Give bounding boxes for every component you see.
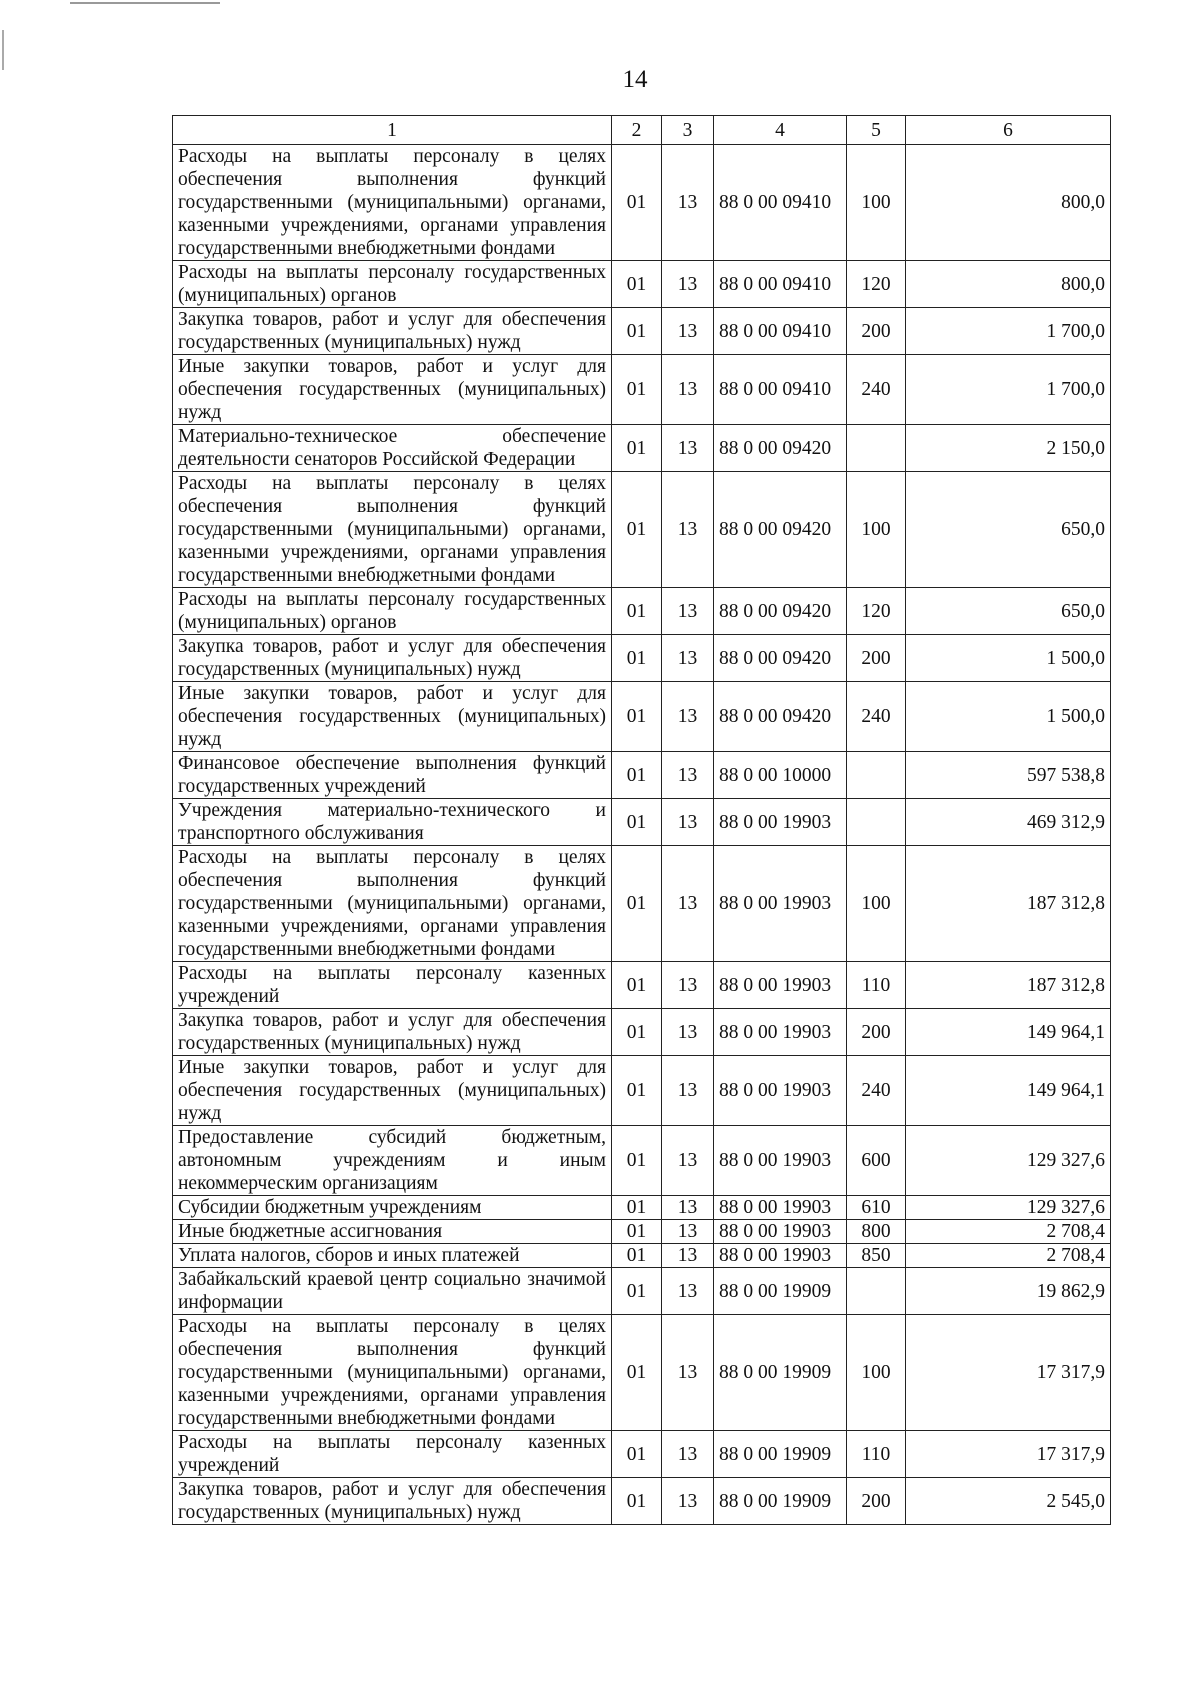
expense-type-code: 800 — [847, 1220, 906, 1244]
subsection-code: 13 — [662, 1056, 714, 1126]
expense-type-code: 200 — [847, 1009, 906, 1056]
target-article-code: 88 0 00 09420 — [714, 682, 847, 752]
expense-type-code: 850 — [847, 1244, 906, 1268]
expense-type-code — [847, 425, 906, 472]
section-code: 01 — [612, 1478, 662, 1525]
subsection-code: 13 — [662, 1431, 714, 1478]
target-article-code: 88 0 00 09420 — [714, 635, 847, 682]
subsection-code: 13 — [662, 1244, 714, 1268]
target-article-code: 88 0 00 09410 — [714, 355, 847, 425]
expense-type-code: 120 — [847, 588, 906, 635]
amount: 1 500,0 — [906, 635, 1111, 682]
section-code: 01 — [612, 635, 662, 682]
subsection-code: 13 — [662, 1220, 714, 1244]
subsection-code: 13 — [662, 1315, 714, 1431]
target-article-code: 88 0 00 19903 — [714, 1056, 847, 1126]
subsection-code: 13 — [662, 682, 714, 752]
expense-name: Субсидии бюджетным учреждениям — [173, 1196, 612, 1220]
amount: 597 538,8 — [906, 752, 1111, 799]
subsection-code: 13 — [662, 1478, 714, 1525]
table-row — [173, 1431, 1111, 1478]
expense-type-code: 100 — [847, 145, 906, 261]
subsection-code: 13 — [662, 846, 714, 962]
amount: 17 317,9 — [906, 1315, 1111, 1431]
amount: 469 312,9 — [906, 799, 1111, 846]
expense-name: Иные бюджетные ассигнования — [173, 1220, 612, 1244]
expense-type-code: 100 — [847, 472, 906, 588]
amount: 149 964,1 — [906, 1009, 1111, 1056]
header-col-4: 4 — [714, 116, 847, 145]
scan-artifact-top — [70, 2, 220, 4]
amount: 2 545,0 — [906, 1478, 1111, 1525]
table-row — [173, 261, 1111, 308]
target-article-code: 88 0 00 19903 — [714, 1196, 847, 1220]
table-row — [173, 1196, 1111, 1220]
subsection-code: 13 — [662, 752, 714, 799]
header-col-5: 5 — [847, 116, 906, 145]
table-row — [173, 355, 1111, 425]
subsection-code: 13 — [662, 962, 714, 1009]
table-row — [173, 472, 1111, 588]
amount: 17 317,9 — [906, 1431, 1111, 1478]
section-code: 01 — [612, 1196, 662, 1220]
section-code: 01 — [612, 355, 662, 425]
subsection-code: 13 — [662, 472, 714, 588]
table-row — [173, 1268, 1111, 1315]
section-code: 01 — [612, 1056, 662, 1126]
page-number: 14 — [622, 66, 648, 93]
expense-name: Закупка товаров, работ и услуг для обеспечения государственных (муниципальных) нужд — [173, 1009, 612, 1056]
section-code: 01 — [612, 799, 662, 846]
expense-name: Учреждения материально-технического и транспортного обслуживания — [173, 799, 612, 846]
amount: 2 708,4 — [906, 1220, 1111, 1244]
subsection-code: 13 — [662, 799, 714, 846]
section-code: 01 — [612, 1268, 662, 1315]
target-article-code: 88 0 00 19903 — [714, 846, 847, 962]
section-code: 01 — [612, 1009, 662, 1056]
subsection-code: 13 — [662, 588, 714, 635]
subsection-code: 13 — [662, 1268, 714, 1315]
expense-type-code: 110 — [847, 962, 906, 1009]
section-code: 01 — [612, 1315, 662, 1431]
expense-type-code — [847, 1268, 906, 1315]
table-row — [173, 145, 1111, 261]
table-row — [173, 588, 1111, 635]
subsection-code: 13 — [662, 1196, 714, 1220]
target-article-code: 88 0 00 09410 — [714, 145, 847, 261]
expense-name: Закупка товаров, работ и услуг для обеспечения государственных (муниципальных) нужд — [173, 1478, 612, 1525]
table-row — [173, 308, 1111, 355]
expense-type-code: 600 — [847, 1126, 906, 1196]
amount: 19 862,9 — [906, 1268, 1111, 1315]
expense-name: Иные закупки товаров, работ и услуг для обеспечения государственных (муниципальных) нужд — [173, 355, 612, 425]
section-code: 01 — [612, 425, 662, 472]
expense-type-code: 240 — [847, 355, 906, 425]
section-code: 01 — [612, 1431, 662, 1478]
amount: 129 327,6 — [906, 1126, 1111, 1196]
table-row — [173, 1478, 1111, 1525]
subsection-code: 13 — [662, 261, 714, 308]
target-article-code: 88 0 00 19909 — [714, 1431, 847, 1478]
amount: 1 700,0 — [906, 308, 1111, 355]
expense-type-code: 200 — [847, 635, 906, 682]
scan-artifact-left — [2, 30, 4, 70]
target-article-code: 88 0 00 19909 — [714, 1315, 847, 1431]
amount: 129 327,6 — [906, 1196, 1111, 1220]
amount: 800,0 — [906, 145, 1111, 261]
header-col-2: 2 — [612, 116, 662, 145]
amount: 149 964,1 — [906, 1056, 1111, 1126]
target-article-code: 88 0 00 19903 — [714, 1220, 847, 1244]
table-row — [173, 635, 1111, 682]
amount: 650,0 — [906, 588, 1111, 635]
expense-name: Расходы на выплаты персоналу в целях обеспечения выполнения функций государственными (муниципальными) органами, казенными учреждениями, органами управления государственными внебюджетными фондами — [173, 145, 612, 261]
expense-name: Расходы на выплаты персоналу в целях обеспечения выполнения функций государственными (муниципальными) органами, казенными учреждениями, органами управления государственными внебюджетными фондами — [173, 846, 612, 962]
expense-name: Уплата налогов, сборов и иных платежей — [173, 1244, 612, 1268]
target-article-code: 88 0 00 09420 — [714, 588, 847, 635]
section-code: 01 — [612, 308, 662, 355]
expense-type-code: 200 — [847, 308, 906, 355]
amount: 800,0 — [906, 261, 1111, 308]
table-row — [173, 1126, 1111, 1196]
table-row — [173, 962, 1111, 1009]
target-article-code: 88 0 00 19903 — [714, 1126, 847, 1196]
expense-type-code — [847, 799, 906, 846]
section-code: 01 — [612, 1126, 662, 1196]
subsection-code: 13 — [662, 425, 714, 472]
expense-type-code: 100 — [847, 846, 906, 962]
expense-type-code: 100 — [847, 1315, 906, 1431]
table-row — [173, 425, 1111, 472]
amount: 1 500,0 — [906, 682, 1111, 752]
expense-name: Закупка товаров, работ и услуг для обеспечения государственных (муниципальных) нужд — [173, 308, 612, 355]
section-code: 01 — [612, 472, 662, 588]
amount: 1 700,0 — [906, 355, 1111, 425]
expense-type-code — [847, 752, 906, 799]
amount: 2 708,4 — [906, 1244, 1111, 1268]
table-header-row — [173, 116, 1111, 145]
table-row — [173, 682, 1111, 752]
expense-name: Расходы на выплаты персоналу казенных учреждений — [173, 962, 612, 1009]
header-col-3: 3 — [662, 116, 714, 145]
expense-type-code: 110 — [847, 1431, 906, 1478]
section-code: 01 — [612, 846, 662, 962]
target-article-code: 88 0 00 19903 — [714, 799, 847, 846]
expense-type-code: 610 — [847, 1196, 906, 1220]
header-col-1: 1 — [173, 116, 612, 145]
amount: 650,0 — [906, 472, 1111, 588]
target-article-code: 88 0 00 19909 — [714, 1478, 847, 1525]
header-col-6: 6 — [906, 116, 1111, 145]
section-code: 01 — [612, 1220, 662, 1244]
table-row — [173, 846, 1111, 962]
section-code: 01 — [612, 682, 662, 752]
target-article-code: 88 0 00 09420 — [714, 425, 847, 472]
expense-type-code: 120 — [847, 261, 906, 308]
table-row — [173, 1009, 1111, 1056]
expense-name: Предоставление субсидий бюджетным, автономным учреждениям и иным некоммерческим организациям — [173, 1126, 612, 1196]
table-row — [173, 799, 1111, 846]
table-row — [173, 1244, 1111, 1268]
section-code: 01 — [612, 752, 662, 799]
amount: 187 312,8 — [906, 846, 1111, 962]
subsection-code: 13 — [662, 635, 714, 682]
table-row — [173, 1315, 1111, 1431]
amount: 2 150,0 — [906, 425, 1111, 472]
expense-name: Расходы на выплаты персоналу государственных (муниципальных) органов — [173, 588, 612, 635]
section-code: 01 — [612, 1244, 662, 1268]
table-row — [173, 1056, 1111, 1126]
target-article-code: 88 0 00 09410 — [714, 261, 847, 308]
expense-name: Расходы на выплаты персоналу в целях обеспечения выполнения функций государственными (муниципальными) органами, казенными учреждениями, органами управления государственными внебюджетными фондами — [173, 472, 612, 588]
expense-type-code: 240 — [847, 682, 906, 752]
target-article-code: 88 0 00 19903 — [714, 1009, 847, 1056]
section-code: 01 — [612, 588, 662, 635]
subsection-code: 13 — [662, 308, 714, 355]
target-article-code: 88 0 00 09410 — [714, 308, 847, 355]
expense-name: Расходы на выплаты персоналу государственных (муниципальных) органов — [173, 261, 612, 308]
expense-name: Расходы на выплаты персоналу в целях обеспечения выполнения функций государственными (муниципальными) органами, казенными учреждениями, органами управления государственными внебюджетными фондами — [173, 1315, 612, 1431]
subsection-code: 13 — [662, 145, 714, 261]
table-row — [173, 1220, 1111, 1244]
expense-type-code: 200 — [847, 1478, 906, 1525]
expense-name: Расходы на выплаты персоналу казенных учреждений — [173, 1431, 612, 1478]
amount: 187 312,8 — [906, 962, 1111, 1009]
target-article-code: 88 0 00 19903 — [714, 1244, 847, 1268]
expense-name: Иные закупки товаров, работ и услуг для обеспечения государственных (муниципальных) нужд — [173, 682, 612, 752]
expense-name: Иные закупки товаров, работ и услуг для обеспечения государственных (муниципальных) нужд — [173, 1056, 612, 1126]
subsection-code: 13 — [662, 355, 714, 425]
subsection-code: 13 — [662, 1009, 714, 1056]
section-code: 01 — [612, 261, 662, 308]
expense-type-code: 240 — [847, 1056, 906, 1126]
section-code: 01 — [612, 962, 662, 1009]
expense-name: Финансовое обеспечение выполнения функций государственных учреждений — [173, 752, 612, 799]
expense-name: Забайкальский краевой центр социально значимой информации — [173, 1268, 612, 1315]
expense-name: Материально-техническое обеспечение деятельности сенаторов Российской Федерации — [173, 425, 612, 472]
target-article-code: 88 0 00 10000 — [714, 752, 847, 799]
target-article-code: 88 0 00 09420 — [714, 472, 847, 588]
target-article-code: 88 0 00 19903 — [714, 962, 847, 1009]
section-code: 01 — [612, 145, 662, 261]
expense-name: Закупка товаров, работ и услуг для обеспечения государственных (муниципальных) нужд — [173, 635, 612, 682]
budget-table — [172, 115, 1111, 1525]
table-row — [173, 752, 1111, 799]
target-article-code: 88 0 00 19909 — [714, 1268, 847, 1315]
subsection-code: 13 — [662, 1126, 714, 1196]
